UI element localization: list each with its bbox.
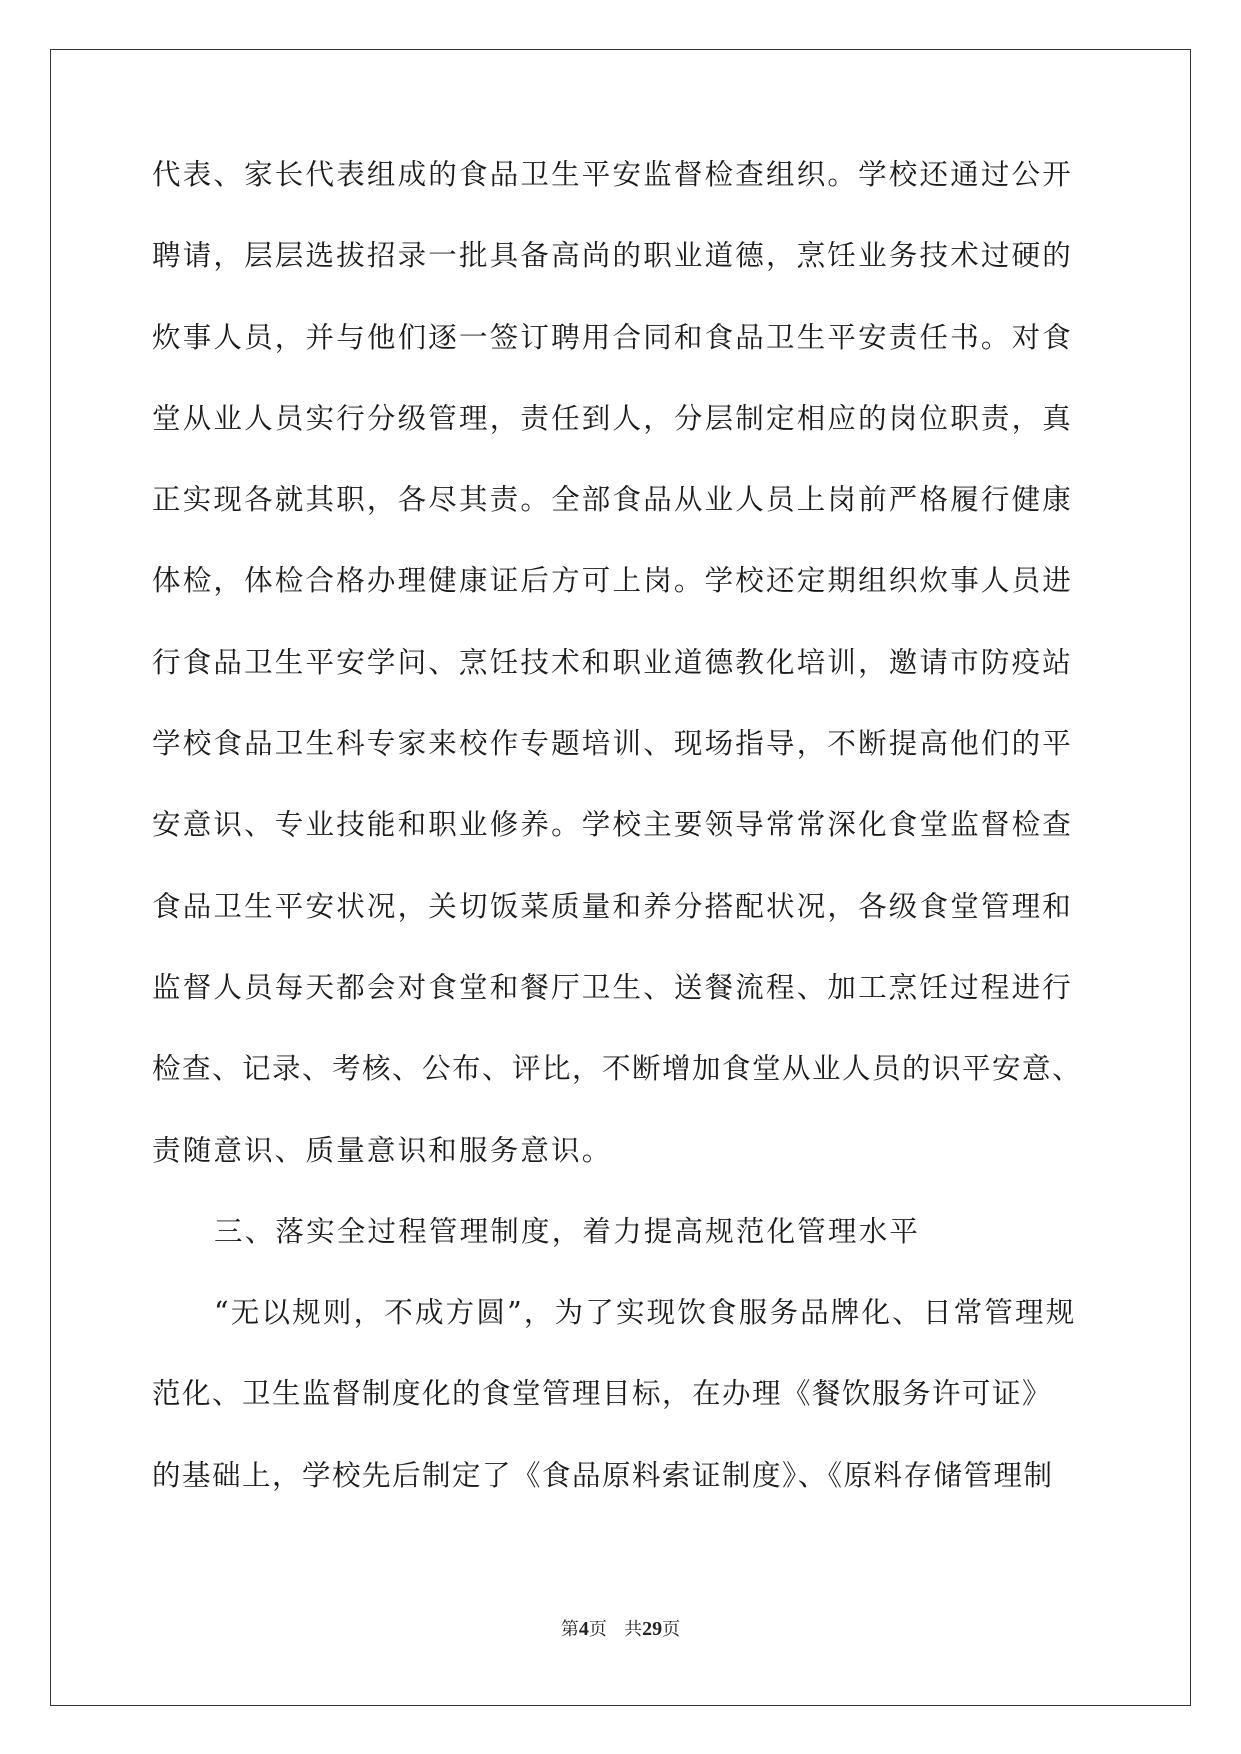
text-line: 范化、卫生监督制度化的食堂管理目标，在办理《餐饮服务许可证》: [152, 1377, 1053, 1411]
text-line: 责随意识、质量意识和服务意识。: [152, 1133, 613, 1167]
text-line: 体检，体检合格办理健康证后方可上岗。学校还定期组织炊事人员进: [152, 564, 1074, 598]
page-prefix: 第: [560, 1619, 579, 1640]
text-line: 聘请，层层选拔招录一批具备高尚的职业道德，烹饪业务技术过硬的: [152, 239, 1074, 273]
text-line: 检查、记录、考核、公布、评比，不断增加食堂从业人员的识平安意、: [152, 1052, 1083, 1086]
text-line: 学校食品卫生科专家来校作专题培训、现场指导，不断提高他们的平: [152, 727, 1074, 761]
total-pages: 29: [642, 1618, 663, 1640]
section-heading: 三、落实全过程管理制度，着力提高规范化管理水平: [214, 1214, 921, 1248]
total-suffix: 页: [662, 1619, 681, 1640]
text-line: 炊事人员，并与他们逐一签订聘用合同和食品卫生平安责任书。对食: [152, 320, 1074, 354]
document-body: [152, 158, 1092, 1544]
paragraph-start-line: “无以规则，不成方圆”，为了实现饮食服务品牌化、日常管理规: [214, 1296, 1077, 1330]
page-footer: [0, 1615, 1241, 1641]
text-line: 监督人员每天都会对食堂和餐厅卫生、送餐流程、加工烹饪过程进行: [152, 970, 1074, 1004]
text-line: 堂从业人员实行分级管理，责任到人，分层制定相应的岗位职责，真: [152, 401, 1074, 435]
total-prefix: 共: [624, 1619, 643, 1640]
text-line: 食品卫生平安状况，关切饭菜质量和养分搭配状况，各级食堂管理和: [152, 889, 1074, 923]
text-line: 代表、家长代表组成的食品卫生平安监督检查组织。学校还通过公开: [152, 158, 1074, 191]
text-line: 安意识、专业技能和职业修养。学校主要领导常常深化食堂监督检查: [152, 808, 1074, 842]
page-number: 4: [578, 1618, 589, 1640]
text-line: 行食品卫生平安学问、烹饪技术和职业道德教化培训，邀请市防疫站: [152, 645, 1074, 679]
text-line: 的基础上，学校先后制定了《食品原料索证制度》、《原料存储管理制: [152, 1458, 1054, 1492]
page-suffix: 页: [588, 1619, 607, 1640]
text-line: 正实现各就其职，各尽其责。全部食品从业人员上岗前严格履行健康: [152, 483, 1074, 517]
